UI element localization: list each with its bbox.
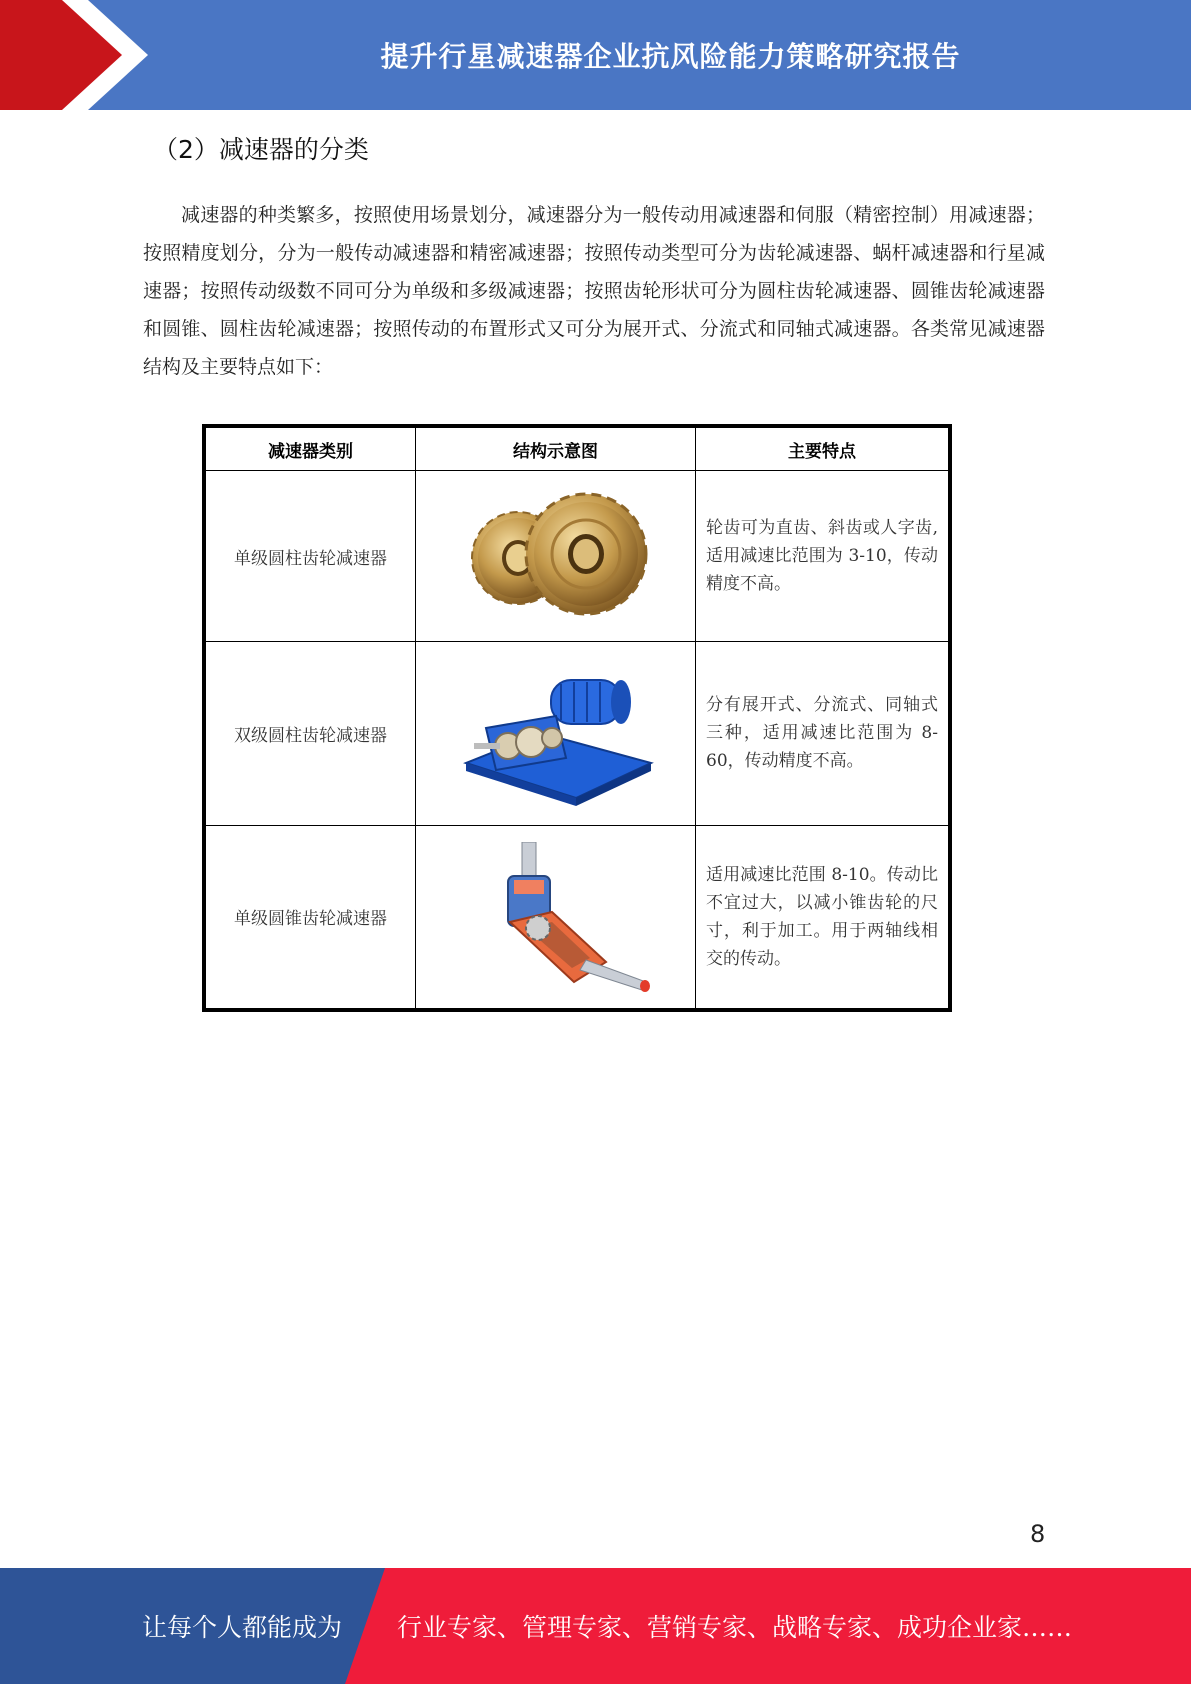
table-row <box>206 642 949 825</box>
reducer-type-cell: 单级圆锥齿轮减速器 <box>206 825 416 1008</box>
structure-diagram-cell <box>416 471 696 642</box>
footer-slogan-right: 行业专家、管理专家、营销专家、战略专家、成功企业家…… <box>397 1613 1073 1642</box>
feature-cell: 适用减速比范围 8-10。传动比不宜过大，以减小锥齿轮的尺寸，利于加工。用于两轴线相交的传动。 <box>696 825 949 1008</box>
reducer-type-cell: 双级圆柱齿轮减速器 <box>206 642 416 825</box>
footer-slogan-left: 让每个人都能成为 <box>142 1613 343 1642</box>
bevel-gear-cutaway-image <box>456 842 656 992</box>
report-title: 提升行星减速器企业抗风险能力策略研究报告 <box>380 40 961 73</box>
page-number: 8 <box>1030 1520 1046 1548</box>
table-header-features: 主要特点 <box>696 428 949 471</box>
footer-banner <box>0 1568 1191 1684</box>
header-banner <box>0 0 1191 110</box>
table-header-category: 减速器类别 <box>206 428 416 471</box>
table-row <box>206 825 949 1008</box>
blue-gearbox-motor-image <box>456 658 656 808</box>
structure-diagram-cell <box>416 825 696 1008</box>
body-paragraph: 减速器的种类繁多，按照使用场景划分，减速器分为一般传动用减速器和伺服（精密控制）用减速器；按照精度划分，分为一般传动减速器和精密减速器；按照传动类型可分为齿轮减速器、蜗杆减速器和行星减速器；按照传动级数不同可分为单级和多级减速器；按照齿轮形状可分为圆柱齿轮减速器、圆锥齿轮减速器和圆锥、圆柱齿轮减速器；按照传动的布置形式又可分为展开式、分流式和同轴式减速器。各类常见减速器结构及主要特点如下： <box>143 204 1045 378</box>
brass-gears-image <box>456 486 656 626</box>
feature-cell: 分有展开式、分流式、同轴式三种，适用减速比范围为 8-60，传动精度不高。 <box>696 642 949 825</box>
feature-cell: 轮齿可为直齿、斜齿或人字齿,适用减速比范围为 3-10，传动精度不高。 <box>696 471 949 642</box>
table-row <box>206 471 949 642</box>
structure-diagram-cell <box>416 642 696 825</box>
reducer-classification-table <box>202 424 952 1012</box>
header-chevron-decoration <box>0 0 150 110</box>
table-header-row <box>206 428 949 471</box>
table-header-diagram: 结构示意图 <box>416 428 696 471</box>
reducer-type-cell: 单级圆柱齿轮减速器 <box>206 471 416 642</box>
section-heading: （2）减速器的分类 <box>153 135 369 164</box>
